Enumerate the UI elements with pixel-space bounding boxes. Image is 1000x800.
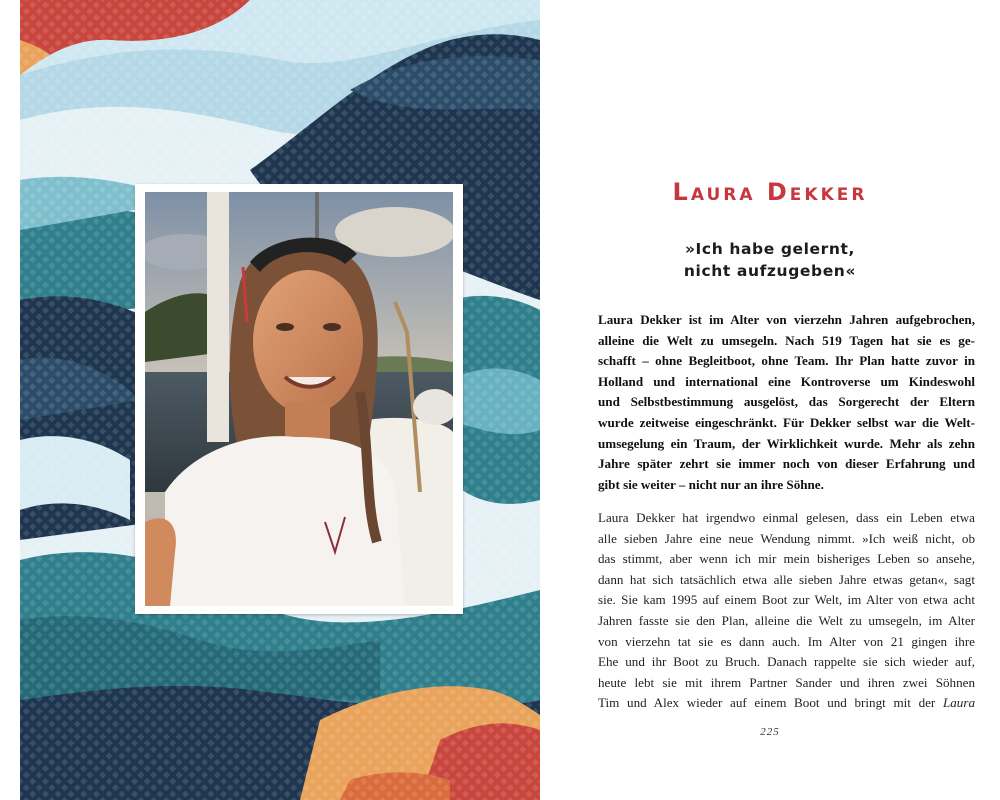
body-line: dann hat sich tatsächlich etwa alle sieben Jahre etwas getan«, sagt [598, 571, 975, 587]
body-line: das stimmt, aber wenn ich mir mein bisheriges Leben so ansehe, [598, 551, 975, 567]
portrait-photo [145, 192, 453, 606]
portrait-photo-illustration [145, 192, 453, 606]
lead-line: schafft – ohne Begleitboot, ohne Team. Ihr Plan hatte zuvor in [598, 353, 975, 369]
text-page [540, 0, 1000, 800]
lead-line: gibt sie weiter – nicht nur an ihre Söhne. [598, 476, 824, 492]
page-number: 225 [760, 726, 780, 738]
lead-line: und Selbstbestimmung ausgelöst, das Sorgerecht der Eltern [598, 394, 975, 410]
body-line: Ehe und ihr Boot zu Bruch. Danach rappelte sie sich wieder auf, [598, 654, 975, 670]
body-line: von vierzehn tat sie es dann auch. Im Alter von 21 gingen ihre [598, 633, 975, 649]
body-line: sie. Sie kam 1995 auf einem Boot zur Welt, im Alter von etwa acht [598, 592, 975, 608]
quote-line: nicht aufzugeben« [683, 262, 857, 280]
pull-quote [600, 238, 940, 282]
body-line: Jahren fasste sie den Plan, alleine die Welt zu umsegeln, im Alter [598, 612, 975, 628]
body-line: alle sieben Jahre eine neue Wendung nimmt. »Ich weiß nicht, ob [598, 530, 975, 546]
lead-line: alleine die Welt zu umsegeln. Nach 519 Tagen hat sie es ge- [598, 332, 975, 348]
lead-line: Laura Dekker ist im Alter von vierzehn Jahren aufgebrochen, [598, 312, 975, 327]
body-line: Laura Dekker hat irgendwo einmal gelesen, dass ein Leben etwa [598, 510, 975, 525]
lead-line: wurde zeitweise eingeschränkt. Für Dekker selbst war die Welt- [598, 414, 975, 430]
italic-boat-name: Laura [942, 695, 975, 711]
body-paragraph [598, 508, 975, 714]
lead-line: umsegelung ein Traum, der Wirklichkeit wurde. Mehr als zehn [598, 435, 975, 451]
person-name-title: Laura Dekker [672, 178, 868, 206]
lead-line: Jahre später zehrt sie immer noch von dieser Erfahrung und [598, 456, 975, 472]
photo-frame [135, 184, 463, 614]
quote-line: »Ich habe gelernt, [684, 240, 856, 258]
decorative-pattern-page [20, 0, 540, 800]
lead-paragraph [598, 310, 975, 495]
body-last-line [598, 693, 975, 714]
body-line: heute lebt sie mit ihrem Partner Sander und ihren zwei Söhnen [598, 674, 975, 690]
lead-line: Holland und international eine Kontroverse um Kindeswohl [598, 373, 975, 389]
body-last-line-text: Tim und Alex wieder auf einem Boot und bringt mit der [598, 695, 936, 711]
